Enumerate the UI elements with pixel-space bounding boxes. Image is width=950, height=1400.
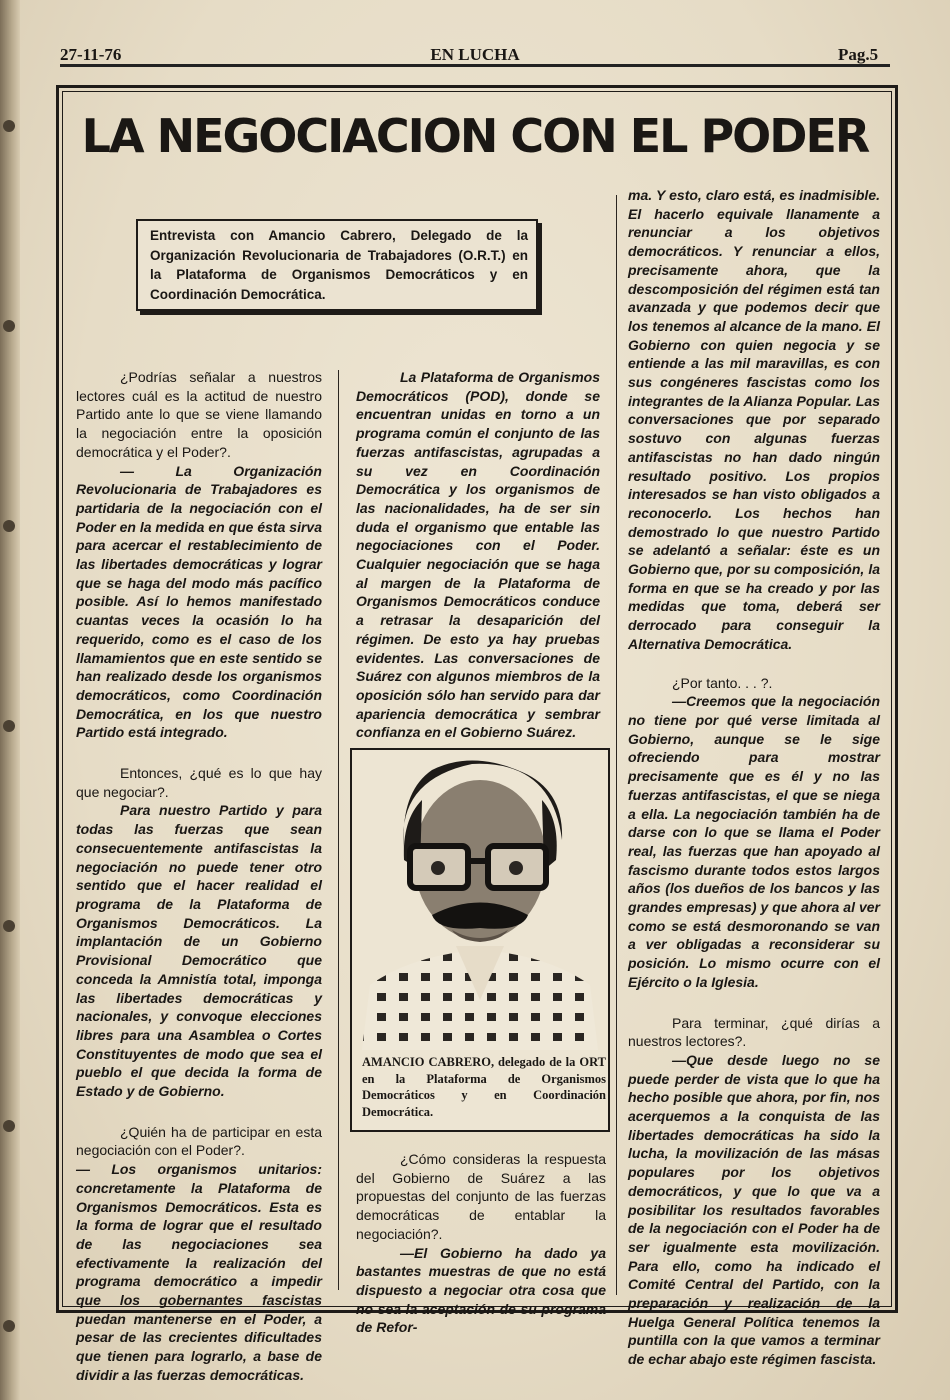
answer-4-continued: ma. Y esto, claro está, es inadmisible. El hacerlo equivale llanamente a renunciar a los objetivos democráticos. Y renunciar a ellos, precisamente ahora, que la descomposición del régimen está tan avanzada y que podemos decir que los tenemos al alcance de la mano. El Gobierno con quien negocia y se entiende a las mil maravillas, es con sus congéneres fascistas como los integrantes de la Alianza Popular. Las conversaciones que por separado sostuvo con algunas fuerzas antifascistas no han dado ningún resultado positivo. Los propios interesados se han visto obligados a reconocerlo. Los hechos han demostrado lo que nuestro Partido se adelantó a señalar: éste es un Gobierno que, por su composición, la forma en que se ha creado y por las medidas que toma, deberá ser derrocado para conseguir la Alternativa Democrática.: [628, 187, 880, 652]
question-3: ¿Quién ha de participar en esta negociación con el Poder?.: [76, 1123, 322, 1159]
binding-edge: [0, 0, 20, 1400]
header-rule: [60, 64, 890, 67]
question-4: ¿Cómo consideras la respuesta del Gobierno de Suárez a las propuestas del conjunto de las fuerzas democráticas de entablar la negociación?.: [356, 1151, 606, 1242]
binding-hole: [3, 120, 15, 132]
answer-2: Para nuestro Partido y para todas las fuerzas que sean consecuentemente antifascistas la negociación no puede tener otro sentido que el hacer realidad el programa de la Plataforma de Organismos Democráticos. La implantación de un Gobierno Provisional Democrático que conceda la Amnistía total, imponga las libertades democráticas y nacionales, y convoque elecciones libres para una Asamblea o Cortes Constituyentes de modo que sea el pueblo el que decida la forma de Estado y de Gobierno.: [76, 802, 322, 1100]
header-page-number: Pag.5: [838, 45, 879, 64]
binding-hole: [3, 520, 15, 532]
answer-pod: La Plataforma de Organismos Democráticos (POD), donde se encuentran unidas en torno a un programa común el conjunto de las fuerzas antifascistas, agrupadas a su vez en Coordinación Democrática y los organismos de las nacionalidades, ha de ser sin duda el organismo que entable las negociaciones con el Poder. Cualquier negociación que se haga al margen de la Plataforma de Organismos Democráticos conduce a retrasar la desaparición del régimen. De esto ya hay pruebas evidentes. Las conversaciones de Suárez con algunos miembros de la oposición sólo han servido para dar apariencia democrática y sembrar confianza en el Gobierno Suárez.: [356, 369, 600, 741]
question-6: Para terminar, ¿qué dirías a nuestros lectores?.: [628, 1014, 880, 1050]
header-publication: EN LUCHA: [430, 45, 520, 64]
question-1: ¿Podrías señalar a nuestros lectores cuál es la actitud de nuestro Partido ante lo que se viene llamando la negociación entre la oposición democrática y el Poder?.: [76, 369, 322, 460]
portrait-photo: [352, 750, 608, 1050]
column-divider: [616, 195, 617, 1295]
binding-hole: [3, 320, 15, 332]
photo-caption: AMANCIO CABRERO, delegado de la ORT en la Plataforma de Organismos Democráticos y en Coordinación Democrática.: [362, 1055, 606, 1119]
binding-hole: [3, 720, 15, 732]
answer-3: — Los organismos unitarios: concretamente la Plataforma de Organismos Democráticos. Esta es la forma de lograr que el resultado de las negociaciones sea efectivamente la realización del programa democrático a impedir que los gobernantes fascistas puedan mantenerse en el Poder, a pesar de las crecientes dificultades que tienen para lograrlo, a base de dividir a las fuerzas democráticas.: [76, 1161, 322, 1383]
binding-hole: [3, 920, 15, 932]
header-date: 27-11-76: [60, 45, 122, 64]
column-2-bottom: [356, 1150, 606, 1337]
answer-6: —Que desde luego no se puede perder de vista que lo que ha hecho posible que ahora, por fin, nos acerquemos a la conquista de las libertades democráticas ha sido la lucha, la movilización de las másas populares por los objetivos democráticos, y que lo que va a posibilitar los resultados favorables de la negociación con el Poder ha de ser igualmente esta movilización. Para ello, como ha indicado el Comité Central del Partido, con la preparación y realización de la Huelga General Política tenemos la puntilla con la que vamos a terminar de echar abajo este régimen fascista.: [628, 1051, 880, 1368]
binding-hole: [3, 1320, 15, 1332]
column-2: [356, 368, 600, 742]
column-divider: [338, 370, 339, 1290]
question-2: Entonces, ¿qué es lo que hay que negociar?.: [76, 765, 322, 800]
article-headline: LA NEGOCIACION CON EL PODER: [81, 109, 869, 163]
answer-4: —El Gobierno ha dado ya bastantes muestras de que no está dispuesto a negociar otra cosa que no sea la aceptación de su programa de Refor-: [356, 1244, 606, 1336]
column-1: [76, 368, 322, 1385]
answer-1: — La Organización Revolucionaria de Trabajadores es partidaria de la negociación con el Poder en la medida en que ésta sirva para acercar el restablecimiento de las libertades democráticas y lograr que se haga del modo más pacífico posible. Así lo hemos manifestado cuantas veces la ocasión lo ha requerido, como es el caso de los llamamientos que en este sentido se han realizado desde los organismos democráticos, como Coordinación Democrática, en los que nuestro Partido está integrado.: [76, 462, 322, 741]
intro-text: Entrevista con Amancio Cabrero, Delegado de la Organización Revolucionaria de Trabajadores (O.R.T.) en la Plataforma de Organismos Democráticos y en Coordinación Democrática.: [150, 228, 528, 302]
binding-hole: [3, 1120, 15, 1132]
column-3: [628, 186, 880, 1369]
answer-5: —Creemos que la negociación no tiene por qué verse limitada al Gobierno, aunque se le sige ofreciendo para mostrar precisamente que es él y no las fuerzas antifascistas, el que se niega a ella. La negociación también ha de darse con lo que se llama el Poder real, las fuerzas que han apoyado al fascismo durante todos estos largos años (los dueños de los bancos y las grandes empresas) y que ahora al ver como se está desmoronando se van a ver obligadas a reconsiderar su posición. Lo mismo ocurre con el Ejército o la Iglesia.: [628, 693, 880, 990]
question-5: ¿Por tanto. . . ?.: [672, 674, 773, 691]
